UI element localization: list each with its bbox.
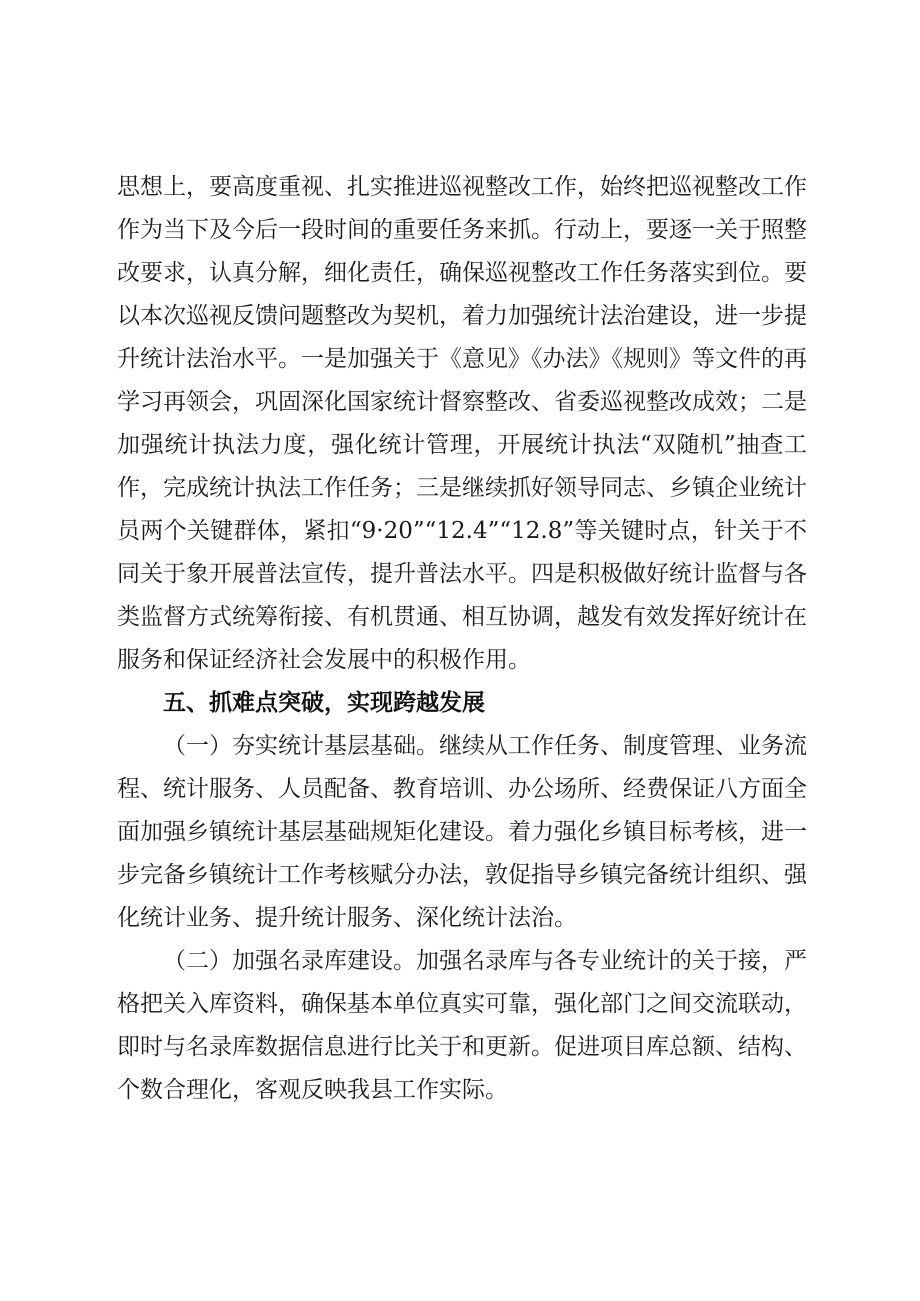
- document-body: [117, 166, 807, 1112]
- paragraph-subsection-2: （二）加强名录库建设。加强名录库与各专业统计的关于接，严格把关入库资料，确保基本单位真实可靠，强化部门之间交流联动，即时与名录库数据信息进行比关于和更新。促进项目库总额、结构、个数合理化，客观反映我县工作实际。: [117, 948, 807, 1103]
- paragraph-continuation: 思想上，要高度重视、扎实推进巡视整改工作，始终把巡视整改工作作为当下及今后一段时间的重要任务来抓。行动上，要逐一关于照整改要求，认真分解，细化责任，确保巡视整改工作任务落实到位。要以本次巡视反馈问题整改为契机，着力加强统计法治建设，进一步提升统计法治水平。一是加强关于《意见》《办法》《规则》等文件的再学习再领会，巩固深化国家统计督察整改、省委巡视整改成效；二是加强统计执法力度，强化统计管理，开展统计执法“双随机”抽查工作，完成统计执法工作任务；三是继续抓好领导同志、乡镇企业统计员两个关键群体，紧扣“9·20”“12.4”“12.8”等关键时点，针关于不同关于象开展普法宣传，提升普法水平。四是积极做好统计监督与各类监督方式统筹衔接、有机贯通、相互协调，越发有效发挥好统计在服务和保证经济社会发展中的积极作用。: [117, 174, 807, 673]
- section-heading: 五、抓难点突破，实现跨越发展: [163, 690, 485, 716]
- paragraph-subsection-1: （一）夯实统计基层基础。继续从工作任务、制度管理、业务流程、统计服务、人员配备、教育培训、办公场所、经费保证八方面全面加强乡镇统计基层基础规矩化建设。着力强化乡镇目标考核，进一步完备乡镇统计工作考核赋分办法，敦促指导乡镇完备统计组织、强化统计业务、提升统计服务、深化统计法治。: [117, 733, 807, 931]
